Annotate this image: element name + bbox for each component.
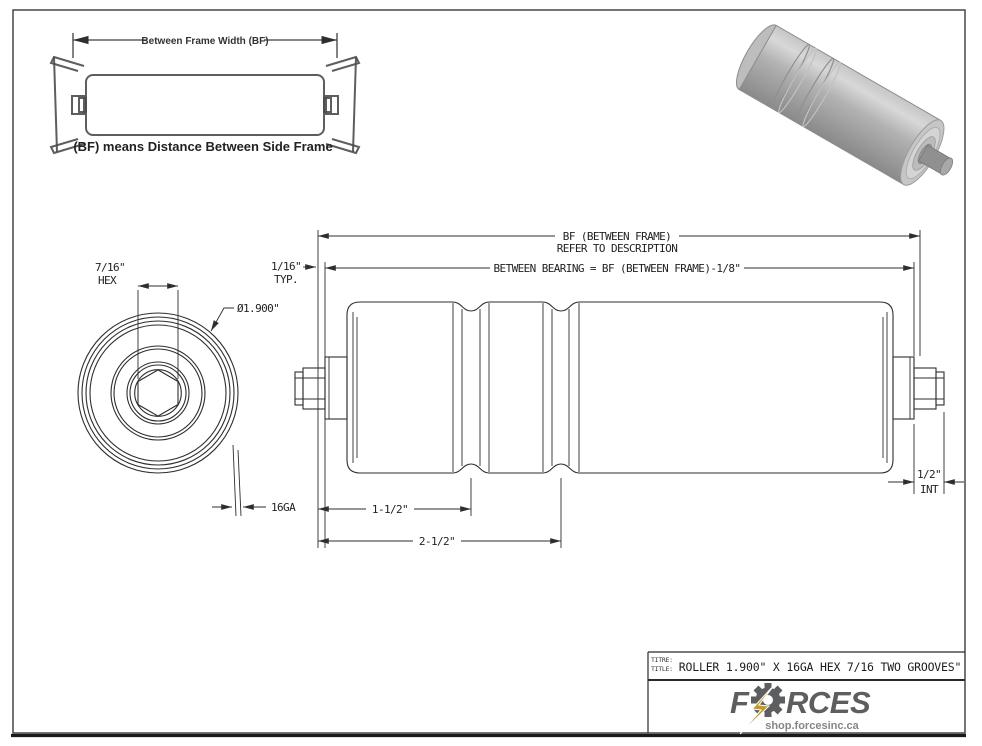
- groove1-value: 1-1/2": [371, 503, 409, 516]
- inset-caption: (BF) means Distance Between Side Frame: [73, 139, 333, 154]
- bf-explainer-inset: [51, 33, 359, 154]
- frame-gap-value: 1/16": [270, 260, 302, 273]
- hex-dim-word: HEX: [97, 274, 117, 287]
- forces-logo: [730, 683, 871, 734]
- bf-dimension: [318, 230, 920, 255]
- inset-roller: [79, 75, 331, 135]
- bf-dim-line1: BF (BETWEEN FRAME): [562, 230, 672, 243]
- hex-bore: [138, 370, 178, 416]
- inset-bf-dim-label: Between Frame Width (BF): [141, 36, 269, 47]
- extension-lines: [318, 230, 944, 548]
- end-view-circles: [78, 313, 238, 473]
- groove2-value: 2-1/2": [418, 535, 456, 548]
- title-label-fr: TITRE:: [651, 656, 673, 664]
- right-bearing-and-shaft: [893, 357, 944, 419]
- between-bearing-dimension: [325, 262, 914, 275]
- frame-gap-typ: TYP.: [273, 273, 299, 286]
- tube-outline: [347, 302, 893, 473]
- gauge-value: 16GA: [271, 501, 296, 514]
- logo-letters-rces: RCES: [786, 685, 871, 720]
- roller-end-view: [78, 261, 299, 516]
- shaft-extension-dimension: [888, 468, 964, 496]
- between-bearing-label: BETWEEN BEARING = BF (BETWEEN FRAME)-1/8": [493, 262, 741, 275]
- groove-lines: [453, 303, 579, 472]
- drawing-title: ROLLER 1.900" X 16GA HEX 7/16 TWO GROOVES": [678, 660, 962, 674]
- gauge-callout: [212, 445, 296, 516]
- end-cap-lines: [353, 312, 887, 463]
- side-view-dimensions: [271, 230, 964, 548]
- shaft-ext-value: 1/2": [916, 468, 942, 481]
- left-bearing-and-shaft: [295, 357, 347, 419]
- logo-url: shop.forcesinc.ca: [765, 720, 859, 732]
- inset-bf-dimension: [73, 33, 337, 58]
- bf-dim-line2: REFER TO DESCRIPTION: [556, 242, 678, 255]
- shaft-ext-word: INT: [919, 483, 939, 496]
- gear-icon: [751, 683, 785, 717]
- roller-side-view: [295, 302, 944, 473]
- diameter-value: Ø1.900": [237, 302, 280, 315]
- roller-3d-view: [729, 19, 969, 200]
- diameter-callout: [211, 302, 279, 331]
- logo-letter-f: F: [730, 685, 749, 720]
- frame-gap-callout: [271, 260, 316, 286]
- title-label-en: TITLE:: [651, 665, 673, 673]
- title-block: [648, 652, 965, 734]
- groove1-dimension: [318, 503, 471, 516]
- groove2-dimension: [318, 535, 561, 548]
- hex-dim-value: 7/16": [94, 261, 126, 274]
